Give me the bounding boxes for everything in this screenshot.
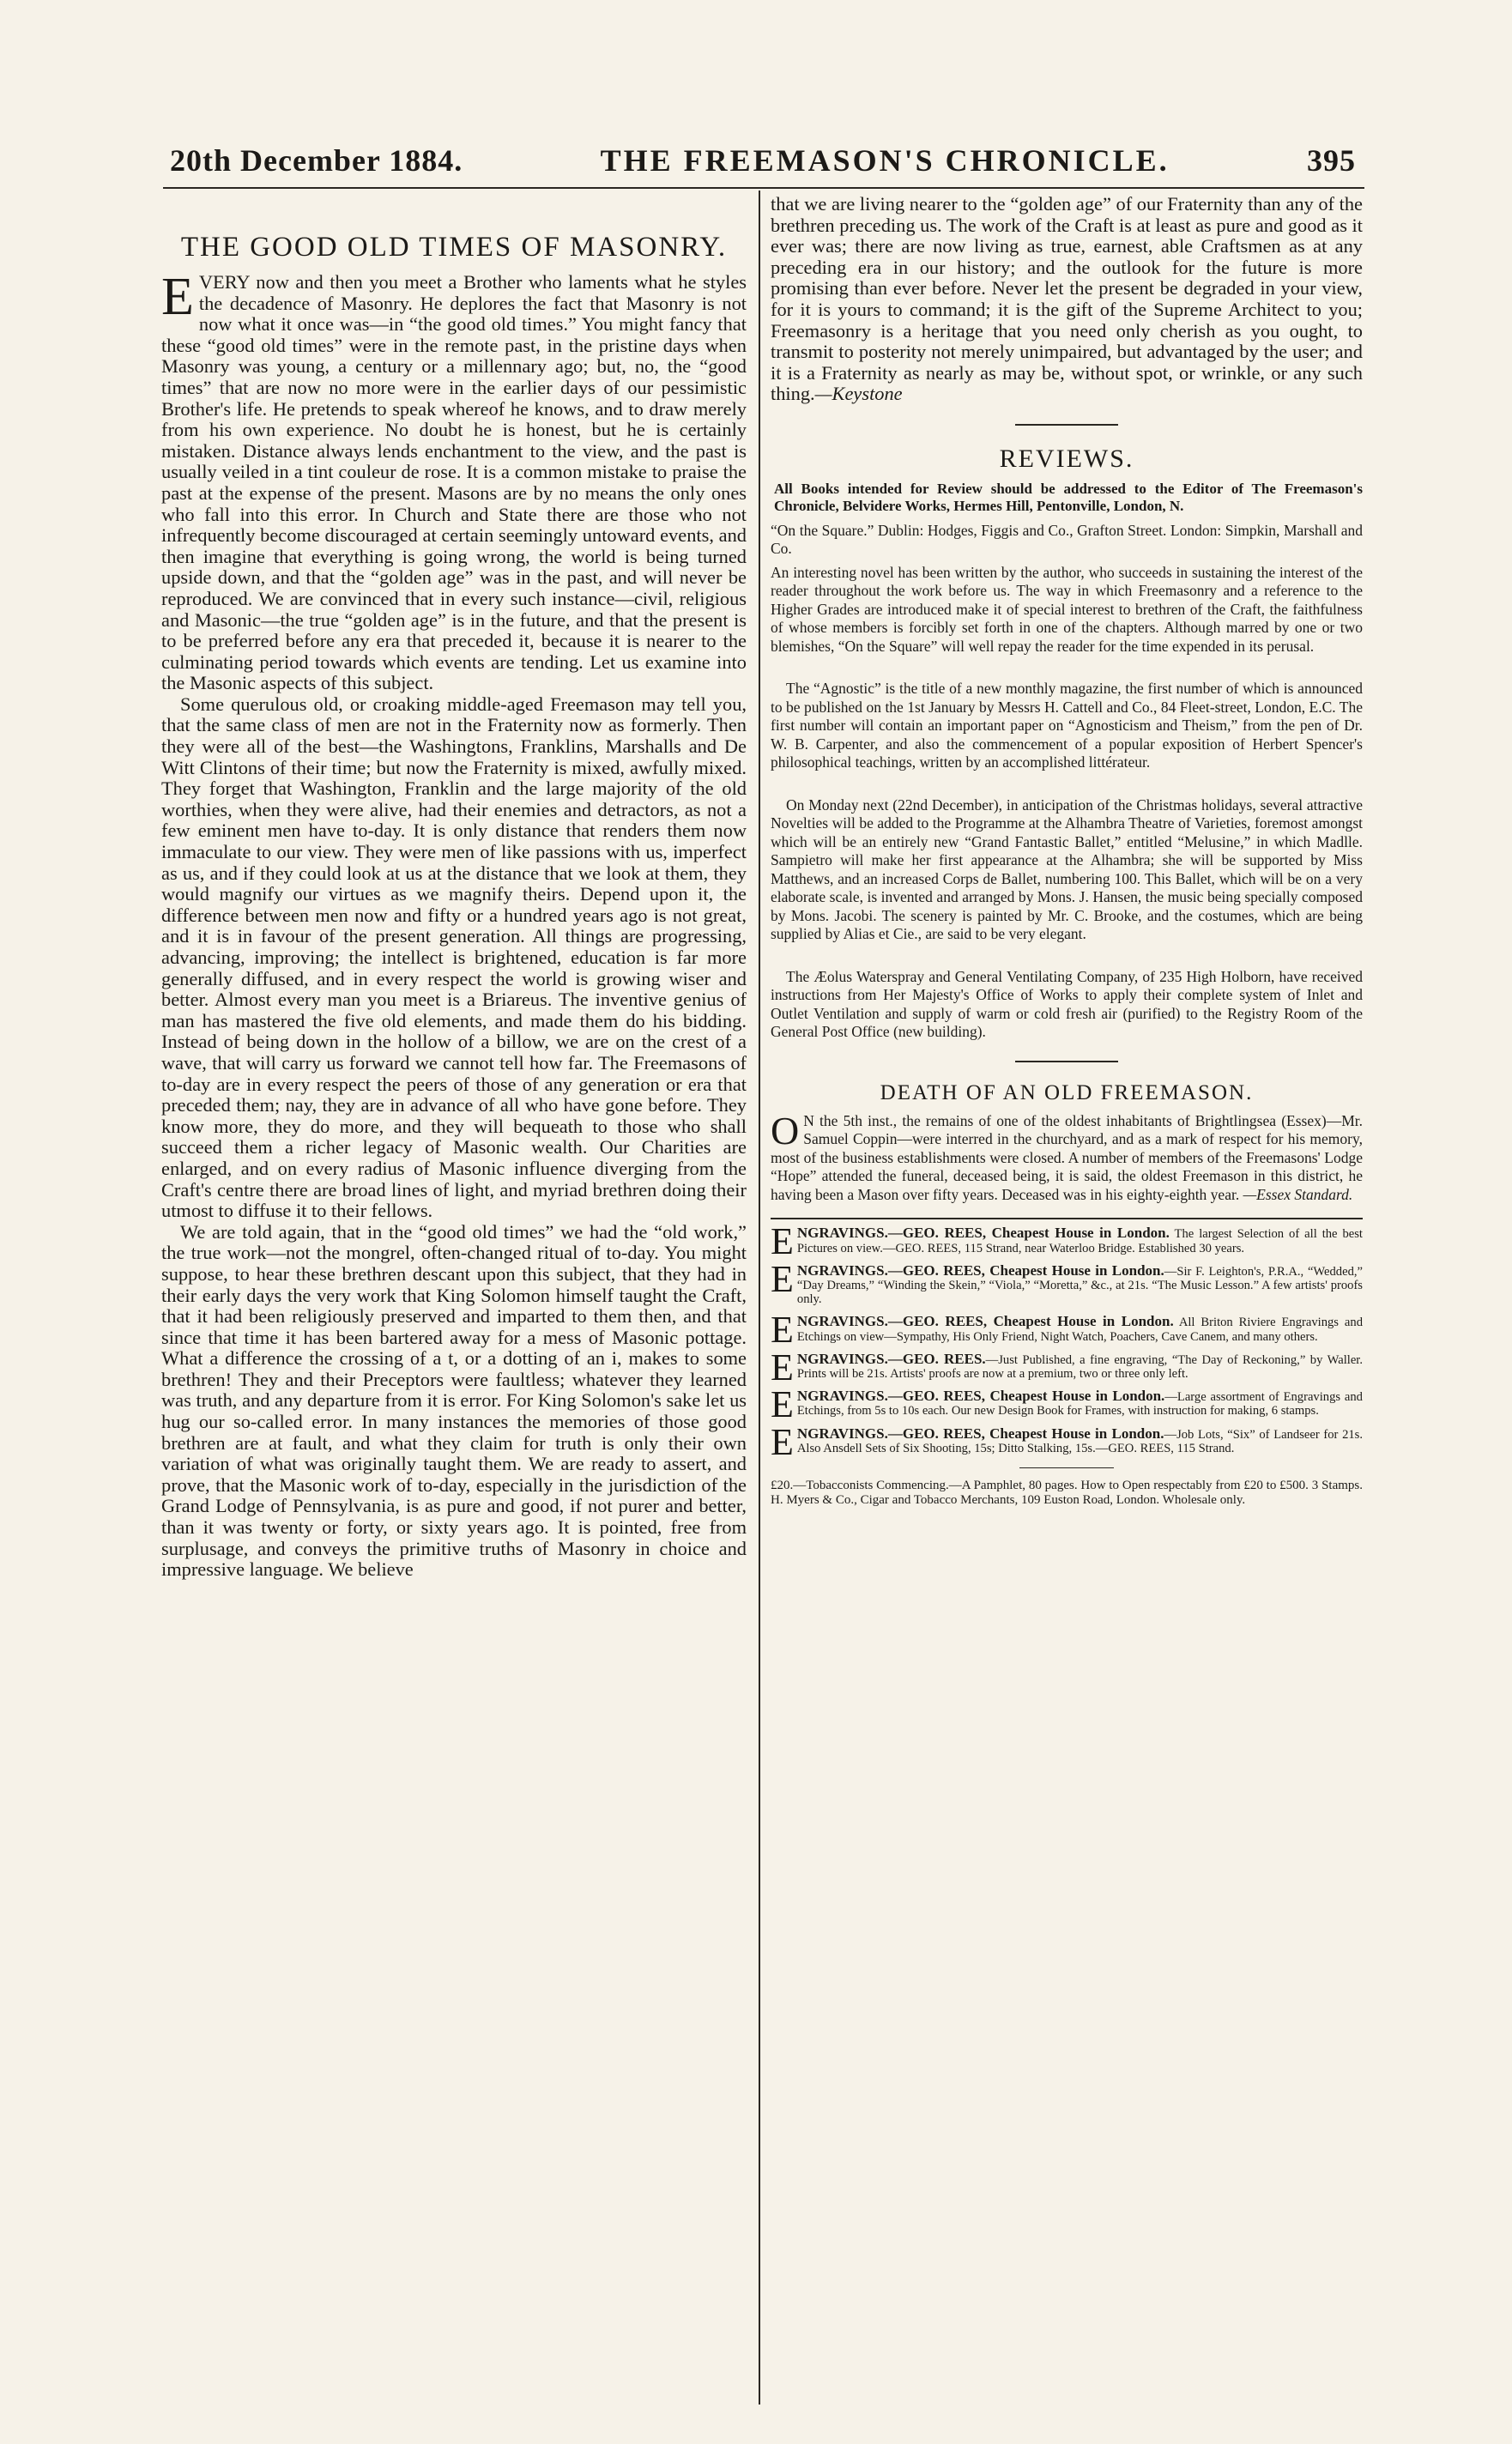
paragraph-text: VERY now and then you meet a Brother who laments what he styles the decadence of Masonry. He deplores the fact that Masonry is not now what it once was—in “the good old times.” You might fancy that these “good old times” were in the remote past, in the pristine days when Masonry was young, a century or a millennary ago; but, no, the “good times” that are now no more were in the earlier days of our pessimistic Brother's life. He pretends to speak whereof he knows, and to draw merely from his own experience. No doubt he is honest, but he is certainly mistaken. Distance always lends enchantment to the view, and the past is usually veiled in a tint couleur de rose. It is a common mistake to praise the past at the expense of the present. Masons are by no means the only ones who fall into this error. In Church and State there are those who not infrequently become discouraged at certain seemingly untoward events, and then imagine that everything is going wrong, the world is being turned upside down, and that the “golden age” was in the past, and will never be reproduced. We are convinced that in every such instance—civil, religious and Masonic—the true “golden age” is in the future, and that the present is to be preferred before any era that preceded it, because it is nearer to the culminating period towards which events are tending. Let us examine into the Masonic aspects of this subject. bbox=[161, 271, 747, 694]
book-reference: “On the Square.” Dublin: Hodges, Figgis and Co., Grafton Street. London: Simpkin, Marshall and Co. bbox=[771, 521, 1363, 558]
engraving-ad bbox=[771, 1383, 1363, 1426]
ad-body: The largest Selection of all the best Pictures on view.—GEO. REES, 115 Strand, near Waterloo Bridge. Established 30 years. bbox=[796, 1227, 1363, 1255]
obituary-source: —Essex Standard. bbox=[1243, 1185, 1353, 1203]
article-source: —Keystone bbox=[814, 383, 903, 405]
ad-drop-cap: E bbox=[771, 1309, 794, 1352]
book-review: An interesting novel has been written by the author, who succeeds in sustaining the interest of the reader throughout the work before us. The way in which Freemasonry and a reference to the Higher Grades are introduced make it of special interest to brethren of the Craft, the faithfulness of whose members is forcibly set forth in one of the chapters. Although marred by one or two blemishes, “On the Square” will well repay the reader for the time expended in its perusal. bbox=[771, 563, 1363, 655]
obituary-drop-cap: O bbox=[771, 1108, 800, 1152]
engraving-ad bbox=[771, 1420, 1363, 1463]
advertisements bbox=[771, 1218, 1363, 1508]
ad-heading: NGRAVINGS.—GEO. REES, Cheapest House in London. bbox=[796, 1388, 1165, 1405]
article-paragraph-3: We are told again, that in the “good old times” we had the “old work,” the true work—not the mongrel, often-changed ritual of to-day. You might suppose, to hear these brethren descant upon this subject, that they had in their early days the very work that King Solomon himself taught the Craft, that it had been religiously preserved and imparted to them then, and that since that time it has been bartered away for a mess of Masonic pottage. What a difference the crossing of a t, or a dotting of an i, makes to some brethren! They and their Preceptors were faultless; whatever they learned was truth, and any departure from it is error. For King Solomon's sake let us hug our so-called error. In many instances the memories of those good brethren are at fault, and what they claim for truth is only their own variation of what was originally taught them. We are ready to assert, and prove, that the Masonic work of to-day, especially in the jurisdiction of the Grand Lodge of Pennsylvania, is as pure and good, if not purer and better, than it was twenty or forty, or sixty years ago. It is pointed, free from surplusage, and conveys the primitive truths of Masonry in choice and impressive language. We believe bbox=[161, 1220, 747, 1581]
ad-heading: NGRAVINGS.—GEO. REES, Cheapest House in London. bbox=[796, 1425, 1164, 1442]
ad-body: —Large assortment of Engravings and Etchings, from 5s to 10s each. Our new Design Book for Frames, with instruction for making, 6 stamps. bbox=[796, 1390, 1363, 1419]
article-continuation bbox=[771, 194, 1363, 405]
ad-heading: NGRAVINGS.—GEO. REES. bbox=[796, 1350, 986, 1367]
page-header bbox=[170, 142, 1356, 182]
article-title: THE GOOD OLD TIMES OF MASONRY. bbox=[180, 232, 728, 263]
article-body bbox=[161, 268, 747, 1581]
issue-date: 20th December 1884. bbox=[170, 143, 463, 178]
continuation-text: that we are living nearer to the “golden age” of our Fraternity than any of the brethren preceding us. The work of the Craft is at least as pure and good as it ever was; there are now living as true, earnest, able Craftsmen as at any preceding era in our history; and the outlook for the future is more promising than ever before. Never let the present be degraded in your view, for it is yours to command; it is the gift of the Supreme Architect to you; Freemasonry is a heritage that you need only cherish as you ought, to transmit to posterity not merely unimpaired, but advantaged by the user; and it is a Fraternity as nearly as may be, without spot, or wrinkle, or any such thing. bbox=[771, 194, 1363, 405]
reviews-notice: All Books intended for Review should be addressed to the Editor of The Freemason's Chronicle, Belvidere Works, Hermes Hill, Pentonville, London, N. bbox=[774, 480, 1363, 514]
article-paragraph-1 bbox=[161, 268, 747, 694]
ad-drop-cap: E bbox=[771, 1346, 794, 1388]
obituary-title: DEATH OF AN OLD FREEMASON. bbox=[880, 1080, 1254, 1104]
ad-drop-cap: E bbox=[771, 1383, 794, 1426]
engraving-ad bbox=[771, 1257, 1363, 1307]
drop-cap: E bbox=[161, 268, 194, 326]
ad-drop-cap: E bbox=[771, 1420, 794, 1463]
reviews-title: REVIEWS. bbox=[999, 444, 1134, 473]
column-rule bbox=[759, 191, 760, 2405]
ad-body: All Briton Riviere Engravings and Etchings on view—Sympathy, His Only Friend, Night Watch, Poachers, Cave Canem, and many others. bbox=[796, 1316, 1363, 1344]
tobacconist-ad: £20.—Tobacconists Commencing.—A Pamphlet, 80 pages. How to Open respectably from £20 to £500. 3 Stamps. H. Myers & Co., Cigar and Tobacco Merchants, 109 Euston Road, London. Wholesale only. bbox=[771, 1479, 1363, 1508]
ad-body: —Job Lots, “Six” of Landseer for 21s. Also Ansdell Sets of Six Shooting, 15s; Ditto Stalking, 15s.—GEO. REES, 115 Strand. bbox=[796, 1427, 1363, 1455]
publication-title: THE FREEMASON'S CHRONICLE. bbox=[600, 143, 1170, 178]
header-rule bbox=[163, 187, 1364, 189]
news-item-aeolus: The Æolus Waterspray and General Ventilating Company, of 235 High Holborn, have received instructions from Her Majesty's Office of Works to apply their complete system of Inlet and Outlet Ventilation and supply of warm or cold fresh air (purified) to the Registry Room of the General Post Office (new building). bbox=[771, 967, 1363, 1041]
right-column bbox=[771, 194, 1363, 2425]
section-divider bbox=[1015, 1061, 1118, 1062]
engraving-ad bbox=[771, 1309, 1363, 1352]
section-divider bbox=[1015, 424, 1118, 426]
ad-heading: NGRAVINGS.—GEO. REES, Cheapest House in London. bbox=[796, 1225, 1170, 1242]
obituary-body: N the 5th inst., the remains of one of the oldest inhabitants of Brightlingsea (Essex)—Mr. Samuel Coppin—were interred in the churchyard, and as a mark of respect for his memory, most of the business establishments were closed. A number of members of the Freemasons' Lodge “Hope” attended the funeral, deceased being, it is said, the oldest Freemason in this district, he having been a Mason over fifty years. Deceased was in his eighty-eighth year. bbox=[771, 1111, 1363, 1203]
ad-drop-cap: E bbox=[771, 1257, 794, 1300]
news-item-agnostic: The “Agnostic” is the title of a new monthly magazine, the first number of which is announced to be published on the 1st January by Messrs H. Cattell and Co., 84 Fleet-street, London, E.C. The first number will contain an important paper on “Agnosticism and Theism,” from the pen of Dr. W. B. Carpenter, and also the commencement of a popular exposition of Herbert Spencer's philosophical teachings, written by an accomplished littérateur. bbox=[771, 680, 1363, 771]
left-column bbox=[161, 194, 747, 2425]
ad-heading: NGRAVINGS.—GEO. REES, Cheapest House in London. bbox=[796, 1261, 1164, 1279]
news-item-alhambra: On Monday next (22nd December), in anticipation of the Christmas holidays, several attractive Novelties will be added to the Programme at the Alhambra Theatre of Varieties, foremost amongst which will be an entirely new “Grand Fantastic Ballet,” entitled “Melusine,” in which Madlle. Sampietro will make her first appearance at the Alhambra; she will be supported by Miss Matthews, and an increased Corps de Ballet, numbering 100. This Ballet, which will be on a very elaborate scale, is invented and arranged by Mons. J. Hansen, the music being specially composed by Mons. Jacobi. The scenery is painted by Mr. C. Brooke, and the costumes, which are being supplied by Alias et Cie., are said to be very elegant. bbox=[771, 796, 1363, 943]
ad-body: —Just Published, a fine engraving, “The Day of Reckoning,” by Waller. Prints will be 21s. Artists' proofs are now at a premium, two or three only left. bbox=[796, 1352, 1363, 1382]
continuation-paragraph bbox=[771, 194, 1363, 405]
engraving-ad bbox=[771, 1220, 1363, 1263]
ad-drop-cap: E bbox=[771, 1220, 794, 1263]
ad-heading: NGRAVINGS.—GEO. REES, Cheapest House in London. bbox=[796, 1313, 1174, 1330]
obituary-text bbox=[771, 1108, 1363, 1205]
ad-body: —Sir F. Leighton's, P.R.A., “Wedded,” “Day Dreams,” “Winding the Skein,” “Viola,” “Moretta,” &c., at 21s. “The Music Lesson.” A few artists' proofs only. bbox=[796, 1264, 1363, 1307]
engraving-ad bbox=[771, 1346, 1363, 1388]
page-number: 395 bbox=[1306, 143, 1356, 178]
ad-divider bbox=[1019, 1467, 1114, 1468]
article-paragraph-2: Some querulous old, or croaking middle-aged Freemason may tell you, that the same class of men are not in the Fraternity now as formerly. Then they were all of the best—the Washingtons, Franklins, Marshalls and De Witt Clintons of their time; but now the Fraternity is mixed, awfully mixed. They forget that Washington, Franklin and the large majority of the old worthies, when they were alive, had their enemies and detractors, as not a few eminent men have to-day. It is only distance that renders them now immaculate to our view. They were men of like passions with us, imperfect as us, and if they could look at us at the distance that we look at them, they would magnify our virtues as we magnify theirs. Depend upon it, the difference between men now and fifty or a hundred years ago is not great, and it is in favour of the present generation. All things are progressing, advancing, improving; the intellect is brightened, education is far more generally diffused, and in every respect the world is growing wiser and better. Almost every man you meet is a Briareus. The inventive genius of man has mastered the five old elements, and made them do his bidding. Instead of being down in the hollow of a billow, we are on the crest of a wave, that will carry us forward we cannot tell how far. The Freemasons of to-day are in every respect the peers of those of any generation or era that preceded them; nay, they are in advance of all who have gone before. They know more, they do more, and they will bequeath to those who shall succeed them a richer legacy of Masonic wealth. Our Charities are enlarged, and on every radius of Masonic influence diverging from the Craft's centre there are broad lines of light, and myriad brethren doing their utmost to diffuse it to their fellows. bbox=[161, 693, 747, 1222]
